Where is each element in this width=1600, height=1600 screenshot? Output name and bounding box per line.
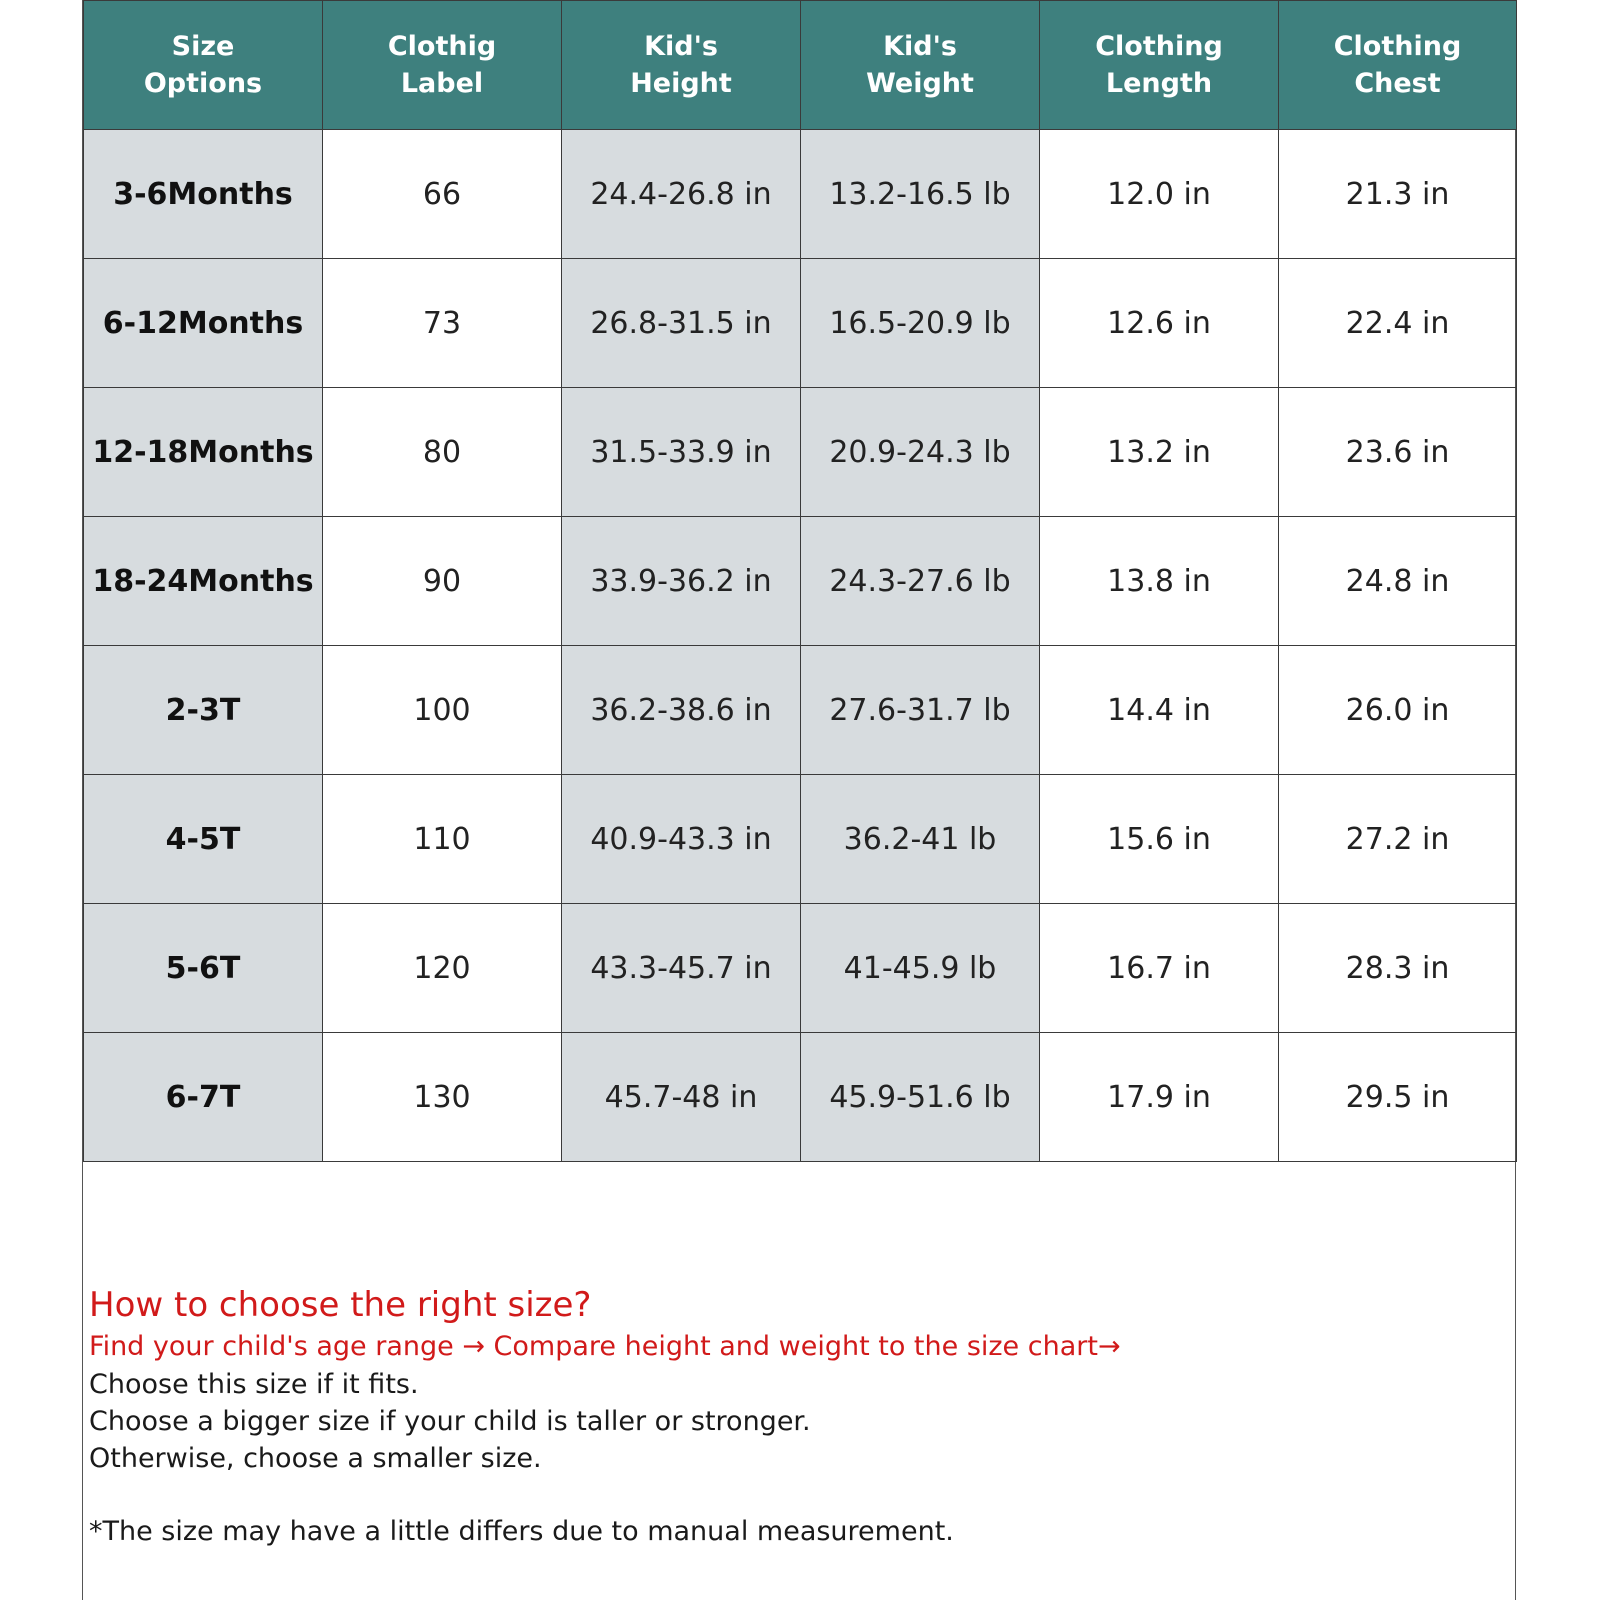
- label-cell: 80: [323, 388, 562, 517]
- label-cell: 100: [323, 646, 562, 775]
- size-chart-sheet: [82, 0, 1516, 1600]
- header-text: Chest: [1354, 68, 1441, 99]
- size-guide-line: Otherwise, choose a smaller size.: [89, 1443, 542, 1474]
- weight-cell: 24.3-27.6 lb: [801, 517, 1040, 646]
- chest-cell: 23.6 in: [1279, 388, 1517, 517]
- table-row: [84, 904, 1517, 1033]
- size-guide-steps: Find your child's age range → Compare height and weight to the size chart→: [89, 1331, 1121, 1362]
- height-cell: 31.5-33.9 in: [562, 388, 801, 517]
- header-text: Kid's: [883, 31, 957, 62]
- header-text: Label: [400, 68, 484, 99]
- chest-cell: 24.8 in: [1279, 517, 1517, 646]
- length-cell: 13.8 in: [1040, 517, 1279, 646]
- height-cell: 43.3-45.7 in: [562, 904, 801, 1033]
- size-cell: 3-6Months: [84, 130, 323, 259]
- size-cell: 12-18Months: [84, 388, 323, 517]
- size-guide-line: Choose a bigger size if your child is taller or stronger.: [89, 1406, 811, 1437]
- length-cell: 15.6 in: [1040, 775, 1279, 904]
- height-cell: 45.7-48 in: [562, 1033, 801, 1162]
- weight-cell: 36.2-41 lb: [801, 775, 1040, 904]
- measurement-disclaimer: *The size may have a little differs due to manual measurement.: [89, 1516, 954, 1547]
- chest-cell: 28.3 in: [1279, 904, 1517, 1033]
- table-row: [84, 388, 1517, 517]
- size-cell: 6-7T: [84, 1033, 323, 1162]
- size-chart-table: [83, 0, 1517, 1162]
- header-text: Options: [143, 68, 263, 99]
- chest-cell: 22.4 in: [1279, 259, 1517, 388]
- size-cell: 18-24Months: [84, 517, 323, 646]
- header-kids-weight: [801, 1, 1040, 130]
- height-cell: 40.9-43.3 in: [562, 775, 801, 904]
- header-text: Clothing: [1095, 31, 1223, 62]
- size-guide-line: Choose this size if it fits.: [89, 1369, 419, 1400]
- label-cell: 110: [323, 775, 562, 904]
- header-text: Size: [171, 31, 235, 62]
- header-text: Kid's: [644, 31, 718, 62]
- header-clothing-length: [1040, 1, 1279, 130]
- length-cell: 13.2 in: [1040, 388, 1279, 517]
- chest-cell: 29.5 in: [1279, 1033, 1517, 1162]
- length-cell: 14.4 in: [1040, 646, 1279, 775]
- size-cell: 4-5T: [84, 775, 323, 904]
- spacer: [89, 1477, 1489, 1513]
- weight-cell: 41-45.9 lb: [801, 904, 1040, 1033]
- size-cell: 5-6T: [84, 904, 323, 1033]
- size-guide-heading: How to choose the right size?: [89, 1285, 592, 1325]
- chest-cell: 26.0 in: [1279, 646, 1517, 775]
- header-text: Clothing: [1333, 31, 1462, 62]
- table-row: [84, 517, 1517, 646]
- weight-cell: 16.5-20.9 lb: [801, 259, 1040, 388]
- header-size-options: [84, 1, 323, 130]
- label-cell: 73: [323, 259, 562, 388]
- length-cell: 16.7 in: [1040, 904, 1279, 1033]
- weight-cell: 45.9-51.6 lb: [801, 1033, 1040, 1162]
- header-clothing-chest: [1279, 1, 1517, 130]
- size-cell: 2-3T: [84, 646, 323, 775]
- label-cell: 130: [323, 1033, 562, 1162]
- chest-cell: 21.3 in: [1279, 130, 1517, 259]
- table-row: [84, 1033, 1517, 1162]
- height-cell: 24.4-26.8 in: [562, 130, 801, 259]
- label-cell: 90: [323, 517, 562, 646]
- chest-cell: 27.2 in: [1279, 775, 1517, 904]
- length-cell: 17.9 in: [1040, 1033, 1279, 1162]
- table-row: [84, 259, 1517, 388]
- weight-cell: 13.2-16.5 lb: [801, 130, 1040, 259]
- table-row: [84, 130, 1517, 259]
- label-cell: 120: [323, 904, 562, 1033]
- label-cell: 66: [323, 130, 562, 259]
- weight-cell: 20.9-24.3 lb: [801, 388, 1040, 517]
- weight-cell: 27.6-31.7 lb: [801, 646, 1040, 775]
- header-clothing-label: [323, 1, 562, 130]
- length-cell: 12.6 in: [1040, 259, 1279, 388]
- height-cell: 36.2-38.6 in: [562, 646, 801, 775]
- height-cell: 33.9-36.2 in: [562, 517, 801, 646]
- table-row: [84, 775, 1517, 904]
- size-guide-notes: [89, 1282, 1489, 1550]
- header-kids-height: [562, 1, 801, 130]
- table-row: [84, 646, 1517, 775]
- height-cell: 26.8-31.5 in: [562, 259, 801, 388]
- length-cell: 12.0 in: [1040, 130, 1279, 259]
- header-text: Height: [630, 68, 732, 99]
- size-cell: 6-12Months: [84, 259, 323, 388]
- table-header-row: [84, 1, 1517, 130]
- header-text: Weight: [866, 68, 974, 99]
- header-text: Length: [1105, 68, 1213, 99]
- header-text: Clothig: [387, 31, 497, 62]
